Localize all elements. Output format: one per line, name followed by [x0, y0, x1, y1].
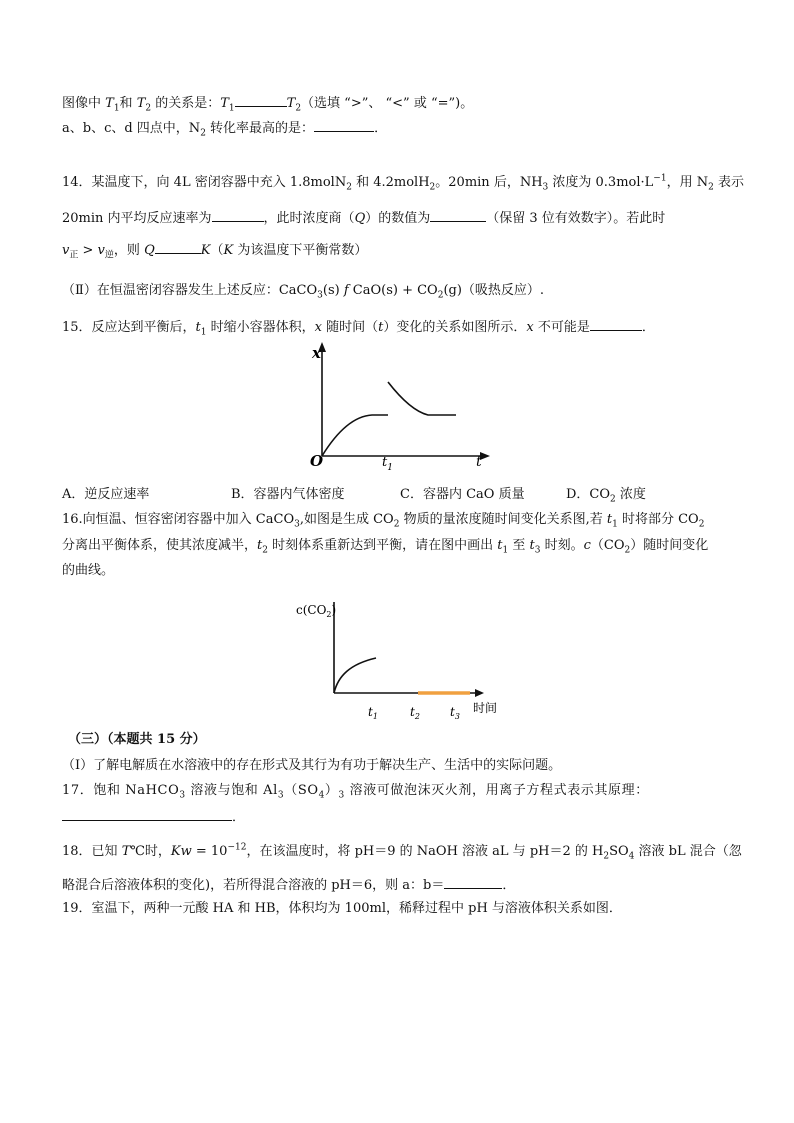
y-axis-label: $c(CO_2)$: [296, 603, 337, 619]
answer-blank[interactable]: [155, 239, 201, 254]
option-d[interactable]: D．$CO_2$ 浓度: [566, 487, 646, 505]
origin-label: O: [310, 452, 324, 470]
t1-t2-relation-question: 图像中 $T_1$和 $T_2$ 的关系是：$T_1$ $T_2$（选填 “>”、 “<” 或 “=”)。: [62, 92, 473, 113]
answer-blank[interactable]: [444, 874, 502, 889]
answer-blank[interactable]: [62, 806, 232, 821]
q16-figure[interactable]: [282, 588, 512, 726]
q17-answer-line: ．: [62, 806, 245, 827]
curve-before-t1: [322, 415, 388, 456]
q17-question: 17．饱和 NaHCO$_3$ 溶液与饱和 $Al_3(SO_4)_3$ 溶液可做泡沫灭火剂，用离子方程式表示其原理：: [62, 783, 649, 801]
q16-line-2: 分离出平衡体系，使其浓度减半，$t_2$ 时刻体系重新达到平衡，请在图中画出 $t_1$ 至 $t_3$ 时刻。$c(CO_2)$随时间变化: [62, 538, 709, 556]
t1-label: $t_1$: [382, 455, 393, 470]
option-b[interactable]: B．容器内气体密度: [231, 487, 345, 502]
t2-label: $t_2$: [410, 705, 420, 721]
answer-blank[interactable]: [235, 92, 287, 107]
q14-line-2: 20min 内平均反应速率为 ，此时浓度商（Q）的数值为 （保留 3 位有效数字）。若此时: [62, 207, 665, 228]
answer-blank[interactable]: [430, 207, 486, 222]
q15-question: 15．反应达到平衡后，$t_1$ 时缩小容器体积，x 随时间（t）变化的关系如图所示．x 不可能是 ．: [62, 316, 655, 337]
t3-label: $t_3$: [450, 705, 460, 721]
q14-line-3: $v_正 > v_逆$，则 Q K（K 为该温度下平衡常数）: [62, 239, 367, 260]
initial-curve: [334, 658, 376, 693]
q16-line-1: 16.向恒温、恒容密闭容器中加入 CaCO$_3$,如图是生成 $CO_2$ 物质的量浓度随时间变化关系图,若 $t_1$ 时将部分 $CO_2$: [62, 512, 705, 530]
answer-blank[interactable]: [212, 207, 264, 222]
answer-blank[interactable]: [590, 316, 642, 331]
conversion-question: a、b、c、d 四点中，$N_2$ 转化率最高的是： ．: [62, 117, 387, 138]
q18-line-1: 18．已知 T℃时，$Kw = 10^{-12}$，在该温度时，将 pH＝9 的 NaOH 溶液 aL 与 pH＝2 的 $H_2SO_4$ 溶液 bL 混合（忽: [62, 842, 742, 862]
q14-line-1: 14．某温度下，向 4L 密闭容器中充入 1.8molN$_2$ 和 4.2molH$_2$。20min 后，$NH_3$ 浓度为 $0.3mol\cdot L^{-1}$，用 $N_2$ 表示: [62, 173, 744, 193]
part-1-intro: （Ⅰ）了解电解质在水溶液中的存在形式及其行为有功于解决生产、生活中的实际问题。: [62, 758, 562, 773]
t-axis-label: t: [476, 454, 482, 470]
q15-figure: [300, 338, 500, 470]
option-c[interactable]: C．容器内 CaO 质量: [400, 487, 525, 502]
t1-label: $t_1$: [368, 705, 378, 721]
q19-question: 19．室温下，两种一元酸 HA 和 HB，体积均为 100ml，稀释过程中 pH 与溶液体积关系如图．: [62, 901, 622, 916]
curve-after-t1: [388, 382, 456, 415]
x-axis-arrow: [475, 689, 484, 697]
answer-blank[interactable]: [314, 117, 374, 132]
section-3-title: （三）（本题共 15 分）: [68, 732, 206, 747]
option-a[interactable]: A．逆反应速率: [62, 487, 150, 502]
q16-line-3: 的曲线。: [62, 563, 115, 578]
part-2-intro: （Ⅱ）在恒温密闭容器发生上述反应：CaCO$_3$(s) f $CaO(s) + CO_2(g)$（吸热反应）.: [62, 283, 545, 301]
q18-line-2: 略混合后溶液体积的变化)，若所得混合溶液的 pH＝6，则 a：b＝ ．: [62, 874, 515, 895]
x-axis-label: 时间: [473, 701, 498, 715]
y-axis-label: x: [312, 344, 321, 362]
